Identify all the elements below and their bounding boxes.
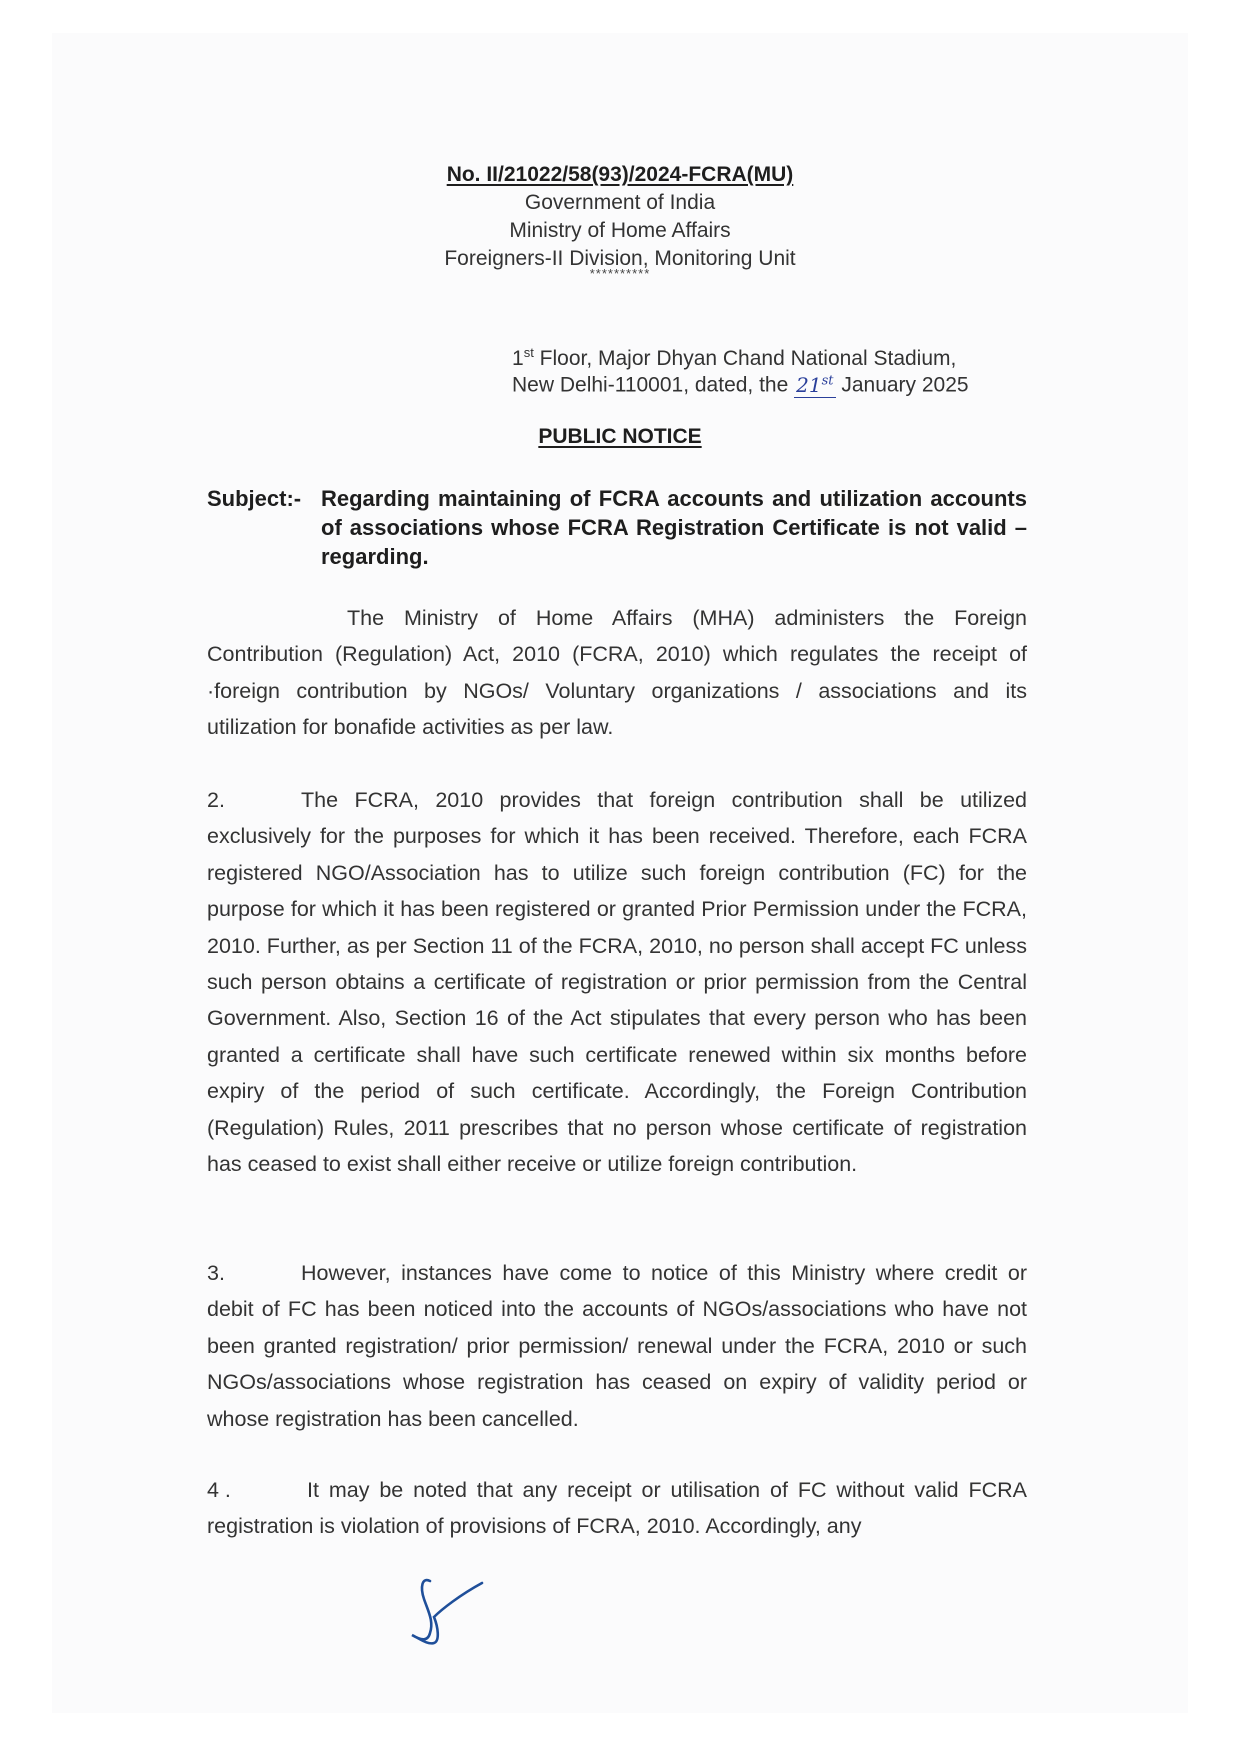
subject-block: [207, 484, 1027, 571]
paragraph-text: The Ministry of Home Affairs (MHA) administers the Foreign Contribution (Regulation) Act, 2010 (FCRA, 2010) which regulates the receipt of ·foreign contribution by NGOs/ Voluntary organizations / associations and its utilization for bonafide activities as per law.: [207, 606, 1027, 740]
address-line-2: [512, 367, 1032, 400]
floor-ordinal: st: [523, 345, 534, 360]
government-line: Government of India: [524, 191, 716, 214]
paragraph-4: [207, 1472, 1027, 1545]
handwritten-ordinal: st: [821, 373, 834, 388]
signature-icon: [400, 1575, 520, 1650]
reference-number: No. II/21022/58(93)/2024-FCRA(MU): [446, 163, 794, 186]
paragraph-text: However, instances have come to notice of this Ministry where credit or debit of FC has been noticed into the accounts of NGOs/associations who have not been granted registration/ prior permission/ renewal under the FCRA, 2010 or such NGOs/associations whose registration has ceased on expiry of validity period or whose registration has been cancelled.: [207, 1261, 1027, 1431]
handwritten-day: 21: [796, 372, 822, 397]
paragraph-text: The FCRA, 2010 provides that foreign contribution shall be utilized exclusively for the purposes for which it has been received. Therefore, each FCRA registered NGO/Association has to utilize such foreign contribution (FC) for the purpose for which it has been registered or granted Prior Permission under the FCRA, 2010. Further, as per Section 11 of the FCRA, 2010, no person shall accept FC unless such person obtains a certificate of registration or prior permission from the Central Government. Also, Section 16 of the Act stipulates that every person who has been granted a certificate shall have such certificate renewed within six months before expiry of the period of such certificate. Accordingly, the Foreign Contribution (Regulation) Rules, 2011 prescribes that no person whose certificate of registration has ceased to exist shall either receive or utilize foreign contribution.: [207, 788, 1027, 1177]
paragraph-number: 3.: [207, 1261, 225, 1285]
paragraph-text: It may be noted that any receipt or utilisation of FC without valid FCRA registration is violation of provisions of FCRA, 2010. Accordingly, any: [207, 1478, 1027, 1539]
paragraph-3: [207, 1255, 1027, 1437]
paragraph-number: 4 .: [207, 1478, 231, 1502]
handwritten-date: [794, 373, 835, 398]
floor-number: 1: [512, 347, 524, 370]
header-separator: **********: [589, 266, 651, 281]
subject-text: Regarding maintaining of FCRA accounts and utilization accounts of associations whose FCRA Registration Certificate is not valid – regarding.: [321, 486, 1027, 569]
city-dated-text: New Delhi-110001, dated, the: [512, 373, 795, 397]
division-line: Foreigners-II Division, Monitoring Unit: [444, 247, 796, 270]
notice-title: PUBLIC NOTICE: [538, 425, 702, 448]
paragraph-1: [207, 600, 1027, 746]
subject-label: Subject:-: [207, 486, 302, 511]
ministry-line: Ministry of Home Affairs: [509, 219, 731, 242]
paragraph-number: 2.: [207, 788, 225, 812]
address-text: Floor, Major Dhyan Chand National Stadium,: [533, 347, 957, 370]
paragraph-2: [207, 782, 1027, 1182]
month-year: January 2025: [835, 373, 969, 397]
